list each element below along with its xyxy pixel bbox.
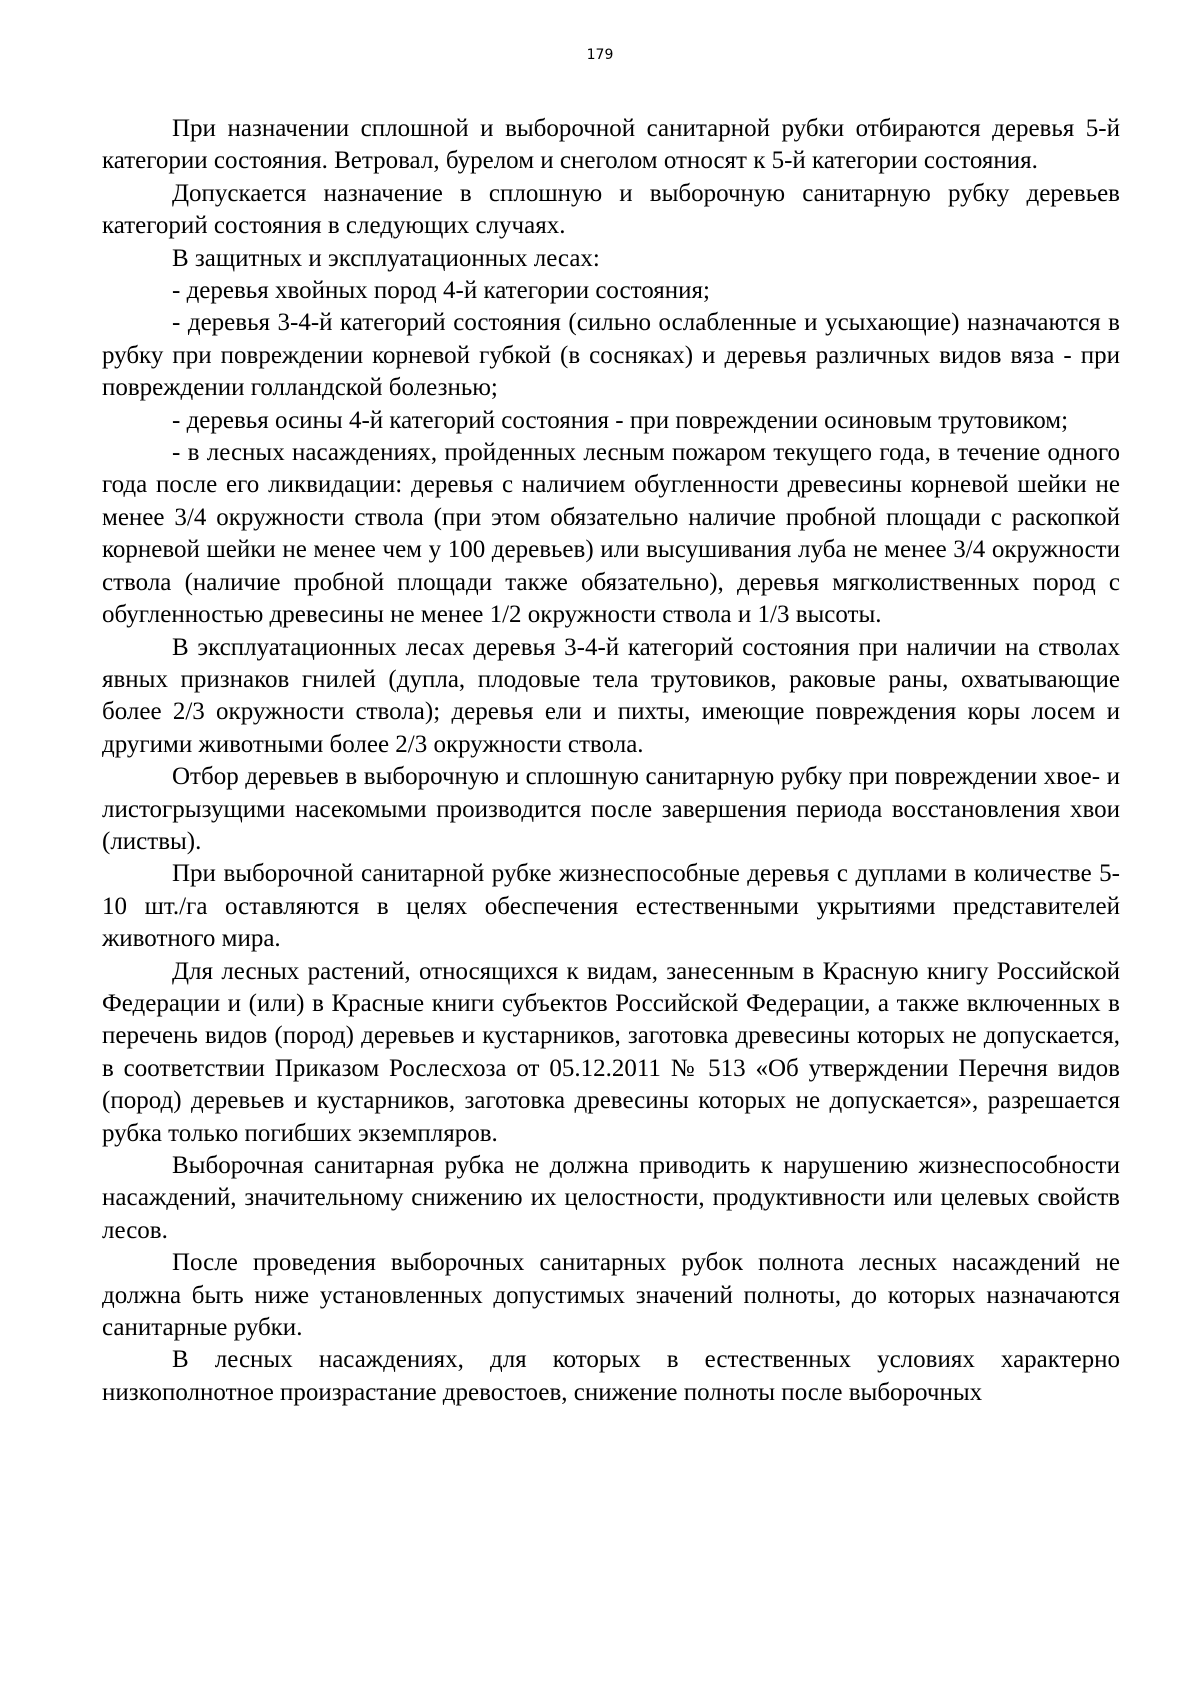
paragraph-operational-forests: В эксплуатационных лесах деревья 3-4-й категорий состояния при наличии на стволах явных признаков гнилей (дупла, плодовые тела трутовиков, раковые раны, охватывающие более 2/3 окружности ствола); деревья ели и пихты, имеющие повреждения коры лосем и другими животными более 2/3 окружности ствола.: [102, 633, 1120, 758]
paragraph-viability: Выборочная санитарная рубка не должна приводить к нарушению жизнеспособности насаждений, значительному снижению их целостности, продуктивности или целевых свойств лесов.: [102, 1152, 1120, 1244]
paragraph-low-density-stands: В лесных насаждениях, для которых в естественных условиях характерно низкополнотное произрастание древостоев, снижение полноты после выборочных: [102, 1346, 1120, 1406]
body-text: [102, 113, 1120, 1409]
paragraph-red-book: Для лесных растений, относящихся к видам, занесенным в Красную книгу Российской Федерации и (или) в Красные книги субъектов Российской Федерации, а также включенных в перечень видов (пород) деревьев и кустарников, заготовка древесины которых не допускается, в соответствии Приказом Рослесхоза от 05.12.2011 № 513 «Об утверждении Перечня видов (пород) деревьев и кустарников, заготовка древесины которых не допускается», разрешается рубка только погибших экземпляров.: [102, 957, 1120, 1147]
list-item-fire-damage: - в лесных насаждениях, пройденных лесным пожаром текущего года, в течение одного года после его ликвидации: деревья с наличием обугленности древесины корневой шейки не менее 3/4 окружности ствола (при этом обязательно наличие пробной площади с раскопкой корневой шейки не менее чем у 100 деревьев) или высушивания луба не менее 3/4 окружности ствола (наличие пробной площади также обязательно), деревья мягколиственных пород с обугленностью древесины не менее 1/2 окружности ствола и 1/3 высоты.: [102, 439, 1120, 629]
list-item-conifers: - деревья хвойных пород 4-й категории состояния;: [172, 277, 710, 305]
paragraph-allowed-cases: Допускается назначение в сплошную и выборочную санитарную рубку деревьев категорий состояния в следующих случаях.: [102, 179, 1120, 240]
page-number: 179: [586, 47, 614, 63]
paragraph-protective-forests: В защитных и эксплуатационных лесах:: [172, 244, 600, 272]
paragraph-sanitary-felling-selection: При назначении сплошной и выборочной санитарной рубки отбираются деревья 5-й категории состояния. Ветровал, бурелом и снеголом относят к 5-й категории состояния.: [102, 115, 1120, 175]
paragraph-hollow-trees: При выборочной санитарной рубке жизнеспособные деревья с дуплами в количестве 5-10 шт./га оставляются в целях обеспечения естественными укрытиями представителей животного мира.: [102, 860, 1120, 953]
paragraph-insect-damage: Отбор деревьев в выборочную и сплошную санитарную рубку при повреждении хвое- и листогрызущими насекомыми производится после завершения периода восстановления хвои (листвы).: [102, 763, 1120, 855]
paragraph-stand-density: После проведения выборочных санитарных рубок полнота лесных насаждений не должна быть ниже установленных допустимых значений полноты, до которых назначаются санитарные рубки.: [102, 1249, 1120, 1342]
list-item-aspen: - деревья осины 4-й категорий состояния - при повреждении осиновым трутовиком;: [172, 406, 1069, 434]
list-item-weakened-trees: - деревья 3-4-й категорий состояния (сильно ослабленные и усыхающие) назначаются в рубку при повреждении корневой губкой (в сосняках) и деревья различных видов вяза - при повреждении голландской болезнью;: [102, 309, 1120, 402]
